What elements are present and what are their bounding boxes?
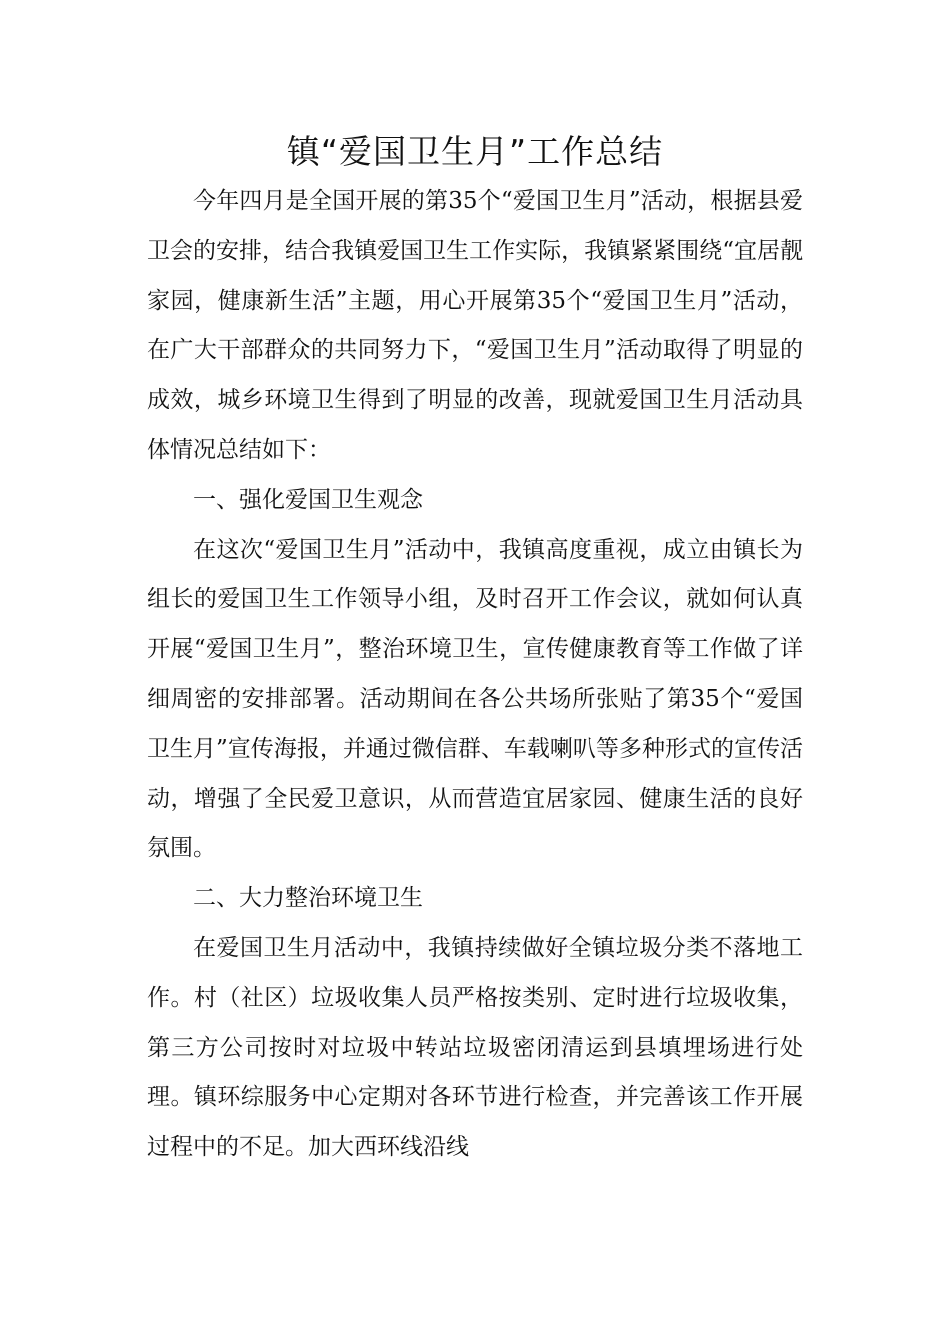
section-paragraph-1-main: 在这次“爱国卫生月”活动中，我镇高度重视，成立由镇长为组长的爱国卫生工作领导小组，及时召开工作会议，就如何认真开展“爱国卫生月”，整治环境卫生，宣传健康教育等工作做了详细周密的安排部署。活动期间在各公共场所张贴了第35个“爱国卫生月”宣传海报，并通过微信群、车载喇叭等多种形式的宣传活动，增强了全民爱卫意识，从 bbox=[147, 536, 803, 812]
section-heading-1: 一、强化爱国卫生观念 bbox=[193, 486, 423, 513]
section-paragraph-1 bbox=[147, 526, 803, 875]
section-paragraph-2: 在爱国卫生月活动中，我镇持续做好全镇垃圾分类不落地工作。村（社区）垃圾收集人员严格按类别、定时进行垃圾收集，第三方公司按时对垃圾中转站垃圾密闭清运到县填埋场进行处理。镇环综服务中心定期对各环节进行检查，并完善该工作开展过程中的不足。加大西环线沿线 bbox=[147, 934, 803, 1161]
document-title: 镇“爱国卫生月”工作总结 bbox=[286, 132, 664, 171]
section-heading-2: 二、大力整治环境卫生 bbox=[193, 885, 423, 912]
section-paragraph-1-tail: 而营造宜居家园、健康生活的良好氛围。 bbox=[147, 785, 804, 862]
intro-paragraph: 今年四月是全国开展的第35个“爱国卫生月”活动，根据县爱卫会的安排，结合我镇爱国卫生工作实际，我镇紧紧围绕“宜居靓家园，健康新生活”主题，用心开展第35个“爱国卫生月”活动，在广大干部群众的共同努力下，“爱国卫生月”活动取得了明显的成效，城乡环境卫生得到了明显的改善，现就爱国卫生月活动具体情况总结如下： bbox=[147, 188, 803, 463]
document-body bbox=[147, 177, 803, 1173]
